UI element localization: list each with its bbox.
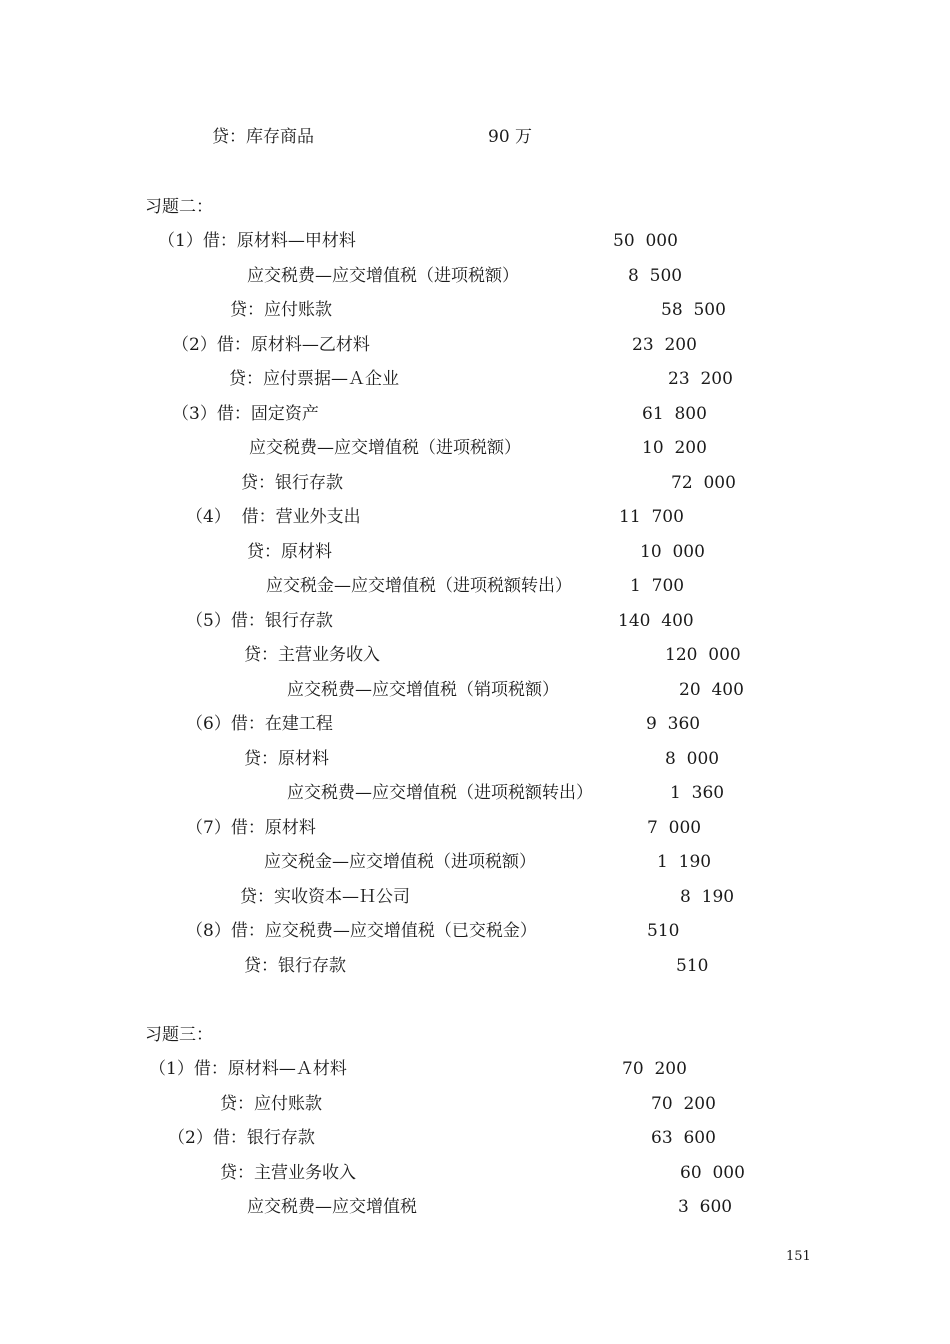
entry-amount: 10 000 [640, 542, 705, 562]
entry-amount: 60 000 [680, 1163, 745, 1183]
entry-text: （1）借：原材料—Ａ材料 [149, 1059, 347, 1079]
entry-text: 贷：实收资本—Ｈ公司 [240, 887, 410, 907]
entry-text: 贷：银行存款 [244, 956, 346, 976]
entry-amount: 510 [647, 921, 680, 941]
entry-text: 贷：库存商品 [212, 127, 314, 147]
entry-text: 贷：原材料 [247, 542, 332, 562]
entry-amount: 72 000 [671, 473, 736, 493]
entry-text: 贷：原材料 [244, 749, 329, 769]
entry-text: 应交税费—应交增值税（进项税额转出） [287, 783, 593, 803]
entry-amount: 23 200 [632, 335, 697, 355]
entry-text: 应交税金—应交增值税（进项税额） [264, 852, 536, 872]
entry-text: 应交税费—应交增值税（进项税额） [247, 266, 519, 286]
entry-text: 贷：应付账款 [230, 300, 332, 320]
entry-amount: 8 190 [680, 887, 735, 907]
page-number: 151 [786, 1249, 811, 1264]
entry-amount: 11 700 [619, 507, 684, 527]
entry-amount: 20 400 [679, 680, 744, 700]
entry-amount: 7 000 [647, 818, 702, 838]
entry-amount: 8 500 [628, 266, 683, 286]
entry-text: （6）借：在建工程 [186, 714, 333, 734]
entry-amount: 23 200 [668, 369, 733, 389]
entry-amount: 8 000 [665, 749, 720, 769]
entry-text: 贷：银行存款 [241, 473, 343, 493]
entry-text: （3）借：固定资产 [172, 404, 319, 424]
entry-text: （5）借：银行存款 [186, 611, 333, 631]
entry-amount: 70 200 [651, 1094, 716, 1114]
entry-amount: 70 200 [622, 1059, 687, 1079]
entry-text: 应交税金—应交增值税（进项税额转出） [266, 576, 572, 596]
entry-text: （4） 借：营业外支出 [186, 507, 361, 527]
entry-text: 应交税费—应交增值税（销项税额） [287, 680, 559, 700]
entry-amount: 1 190 [657, 852, 712, 872]
entry-amount: 63 600 [651, 1128, 716, 1148]
entry-text: 应交税费—应交增值税 [247, 1197, 417, 1217]
entry-text: （2）借：银行存款 [168, 1128, 315, 1148]
entry-text: （7）借：原材料 [186, 818, 316, 838]
entry-text: 应交税费—应交增值税（进项税额） [249, 438, 521, 458]
entry-text: 贷：主营业务收入 [244, 645, 380, 665]
entry-amount: 510 [676, 956, 709, 976]
entry-amount: 1 360 [670, 783, 725, 803]
entry-text: （8）借：应交税费—应交增值税（已交税金） [186, 921, 537, 941]
entry-amount: 90 万 [488, 127, 533, 147]
entry-amount: 3 600 [678, 1197, 733, 1217]
entry-amount: 50 000 [613, 231, 678, 251]
entry-text: 贷：应付票据—Ａ企业 [229, 369, 399, 389]
entry-amount: 120 000 [665, 645, 741, 665]
section-heading-exercise3: 习题三： [145, 1025, 213, 1045]
entry-text: 贷：应付账款 [220, 1094, 322, 1114]
entry-amount: 58 500 [661, 300, 726, 320]
entry-amount: 10 200 [642, 438, 707, 458]
entry-text: （1）借：原材料—甲材料 [158, 231, 356, 251]
entry-amount: 61 800 [642, 404, 707, 424]
entry-text: （2）借：原材料—乙材料 [172, 335, 370, 355]
entry-text: 贷：主营业务收入 [220, 1163, 356, 1183]
section-heading-exercise2: 习题二： [145, 197, 213, 217]
entry-amount: 1 700 [630, 576, 685, 596]
entry-amount: 140 400 [618, 611, 694, 631]
entry-amount: 9 360 [646, 714, 701, 734]
